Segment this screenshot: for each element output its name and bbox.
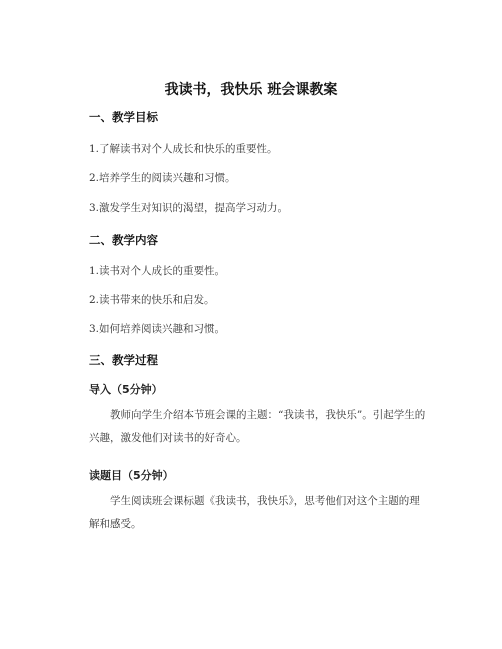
section-heading-process: 三、教学过程 [89,353,158,367]
content-item: 3.如何培养阅读兴趣和习惯。 [89,323,226,335]
section-heading-content: 二、教学内容 [89,233,158,247]
objective-item: 3.激发学生对知识的渴望，提高学习动力。 [89,202,289,214]
objective-item: 2.培养学生的阅读兴趣和习惯。 [89,172,236,184]
document-title: 我读书，我快乐 班会课教案 [164,82,338,98]
section-heading-objectives: 一、教学目标 [89,110,158,124]
step-paragraph-intro: 教师向学生介绍本节班会课的主题：“我读书，我快乐”。引起学生的兴趣，激发他们对读书的好奇心。 [89,409,426,444]
step-paragraph-read-title: 学生阅读班会课标题《我读书，我快乐》，思考他们对这个主题的理解和感受。 [89,495,420,530]
step-heading-intro: 导入（5分钟） [89,383,163,396]
content-item: 1.读书对个人成长的重要性。 [89,265,226,277]
step-heading-read-title: 读题目（5分钟） [89,469,174,482]
content-item: 2.读书带来的快乐和启发。 [89,294,215,306]
objective-item: 1.了解读书对个人成长和快乐的重要性。 [89,143,278,155]
